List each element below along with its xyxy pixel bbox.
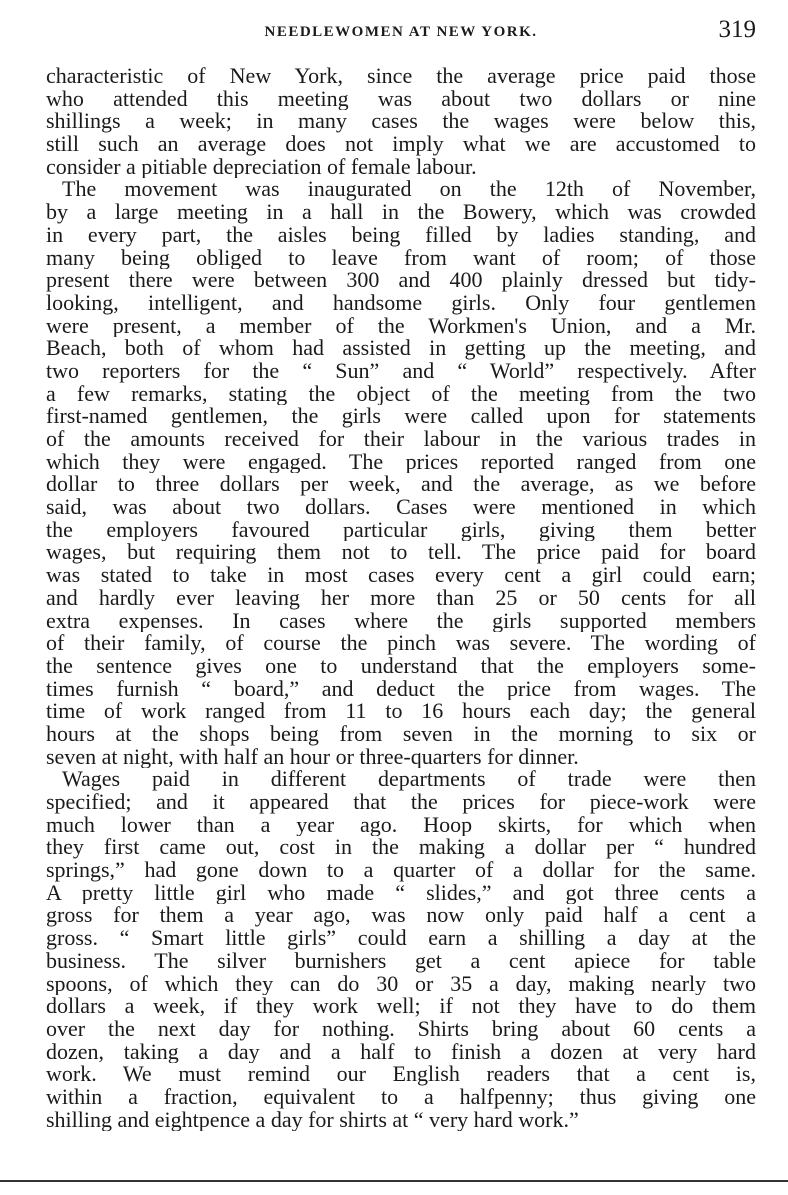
text-line: looking, intelligent, and handsome girls. Only four gentlemen	[46, 291, 756, 315]
text-line: seven at night, with half an hour or three-quarters for dinner.	[46, 745, 579, 769]
text-line: consider a pitiable depreciation of female labour.	[46, 155, 477, 179]
paragraph	[46, 65, 756, 178]
text-line: extra expenses. In cases where the girls supported members	[46, 609, 756, 633]
text-line: A pretty little girl who made “ slides,” and got three cents a	[46, 881, 756, 905]
paragraph	[46, 768, 756, 1131]
text-line: present there were between 300 and 400 plainly dressed but tidy-	[46, 269, 756, 292]
text-line: work. We must remind our English readers that a cent is,	[46, 1063, 756, 1086]
text-line: time of work ranged from 11 to 16 hours each day; the general	[46, 700, 756, 723]
text-line: gross for them a year ago, was now only paid half a cent a	[46, 904, 756, 928]
text-line: much lower than a year ago. Hoop skirts, for which when	[46, 813, 756, 837]
page-header	[46, 16, 756, 46]
bottom-rule	[0, 1180, 788, 1182]
text-line: dozen, taking a day and a half to finish a dozen at very hard	[46, 1040, 756, 1064]
text-line: wages, but requiring them not to tell. The price paid for board	[46, 541, 756, 565]
text-line: dollar to three dollars per week, and the average, as we before	[46, 473, 756, 497]
text-line: and hardly ever leaving her more than 25 or 50 cents for all	[46, 586, 756, 610]
text-line: The movement was inaugurated on the 12th of November,	[62, 178, 756, 202]
text-line: characteristic of New York, since the average price paid those	[46, 65, 756, 88]
text-line: still such an average does not imply what we are accustomed to	[46, 133, 756, 156]
text-line: which they were engaged. The prices reported ranged from one	[46, 450, 756, 474]
text-line: shilling and eightpence a day for shirts at “ very hard work.”	[46, 1108, 579, 1132]
text-line: a few remarks, stating the object of the meeting from the two	[46, 382, 756, 406]
text-line: two reporters for the “ Sun” and “ World” respectively. After	[46, 359, 756, 383]
text-line: in every part, the aisles being filled by ladies standing, and	[46, 223, 756, 247]
text-line: was stated to take in most cases every cent a girl could earn;	[46, 564, 756, 587]
body-text	[46, 65, 756, 1131]
text-line: the employers favoured particular girls, giving them better	[46, 518, 756, 542]
text-line: the sentence gives one to understand that the employers some-	[46, 654, 756, 678]
text-line: were present, a member of the Workmen's Union, and a Mr.	[46, 314, 756, 338]
text-line: first-named gentlemen, the girls were called upon for statements	[46, 405, 756, 428]
text-line: of their family, of course the pinch was severe. The wording of	[46, 632, 756, 655]
text-line: specified; and it appeared that the prices for piece-work were	[46, 791, 756, 814]
text-line: spoons, of which they can do 30 or 35 a day, making nearly two	[46, 972, 756, 996]
text-line: hours at the shops being from seven in the morning to six or	[46, 722, 756, 746]
text-line: who attended this meeting was about two dollars or nine	[46, 87, 756, 111]
text-line: over the next day for nothing. Shirts bring about 60 cents a	[46, 1017, 756, 1041]
text-line: Beach, both of whom had assisted in getting up the meeting, and	[46, 337, 756, 360]
text-line: gross. “ Smart little girls” could earn a shilling a day at the	[46, 927, 756, 950]
page-number: 319	[718, 16, 756, 43]
running-head: NEEDLEWOMEN AT NEW YORK.	[264, 24, 538, 40]
text-line: shillings a week; in many cases the wages were below this,	[46, 110, 756, 134]
text-line: times furnish “ board,” and deduct the price from wages. The	[46, 677, 756, 701]
paragraph	[46, 178, 756, 768]
text-line: they first came out, cost in the making a dollar per “ hundred	[46, 836, 756, 860]
text-line: said, was about two dollars. Cases were mentioned in which	[46, 496, 756, 519]
text-line: springs,” had gone down to a quarter of a dollar for the same.	[46, 859, 756, 882]
text-line: within a fraction, equivalent to a halfpenny; thus giving one	[46, 1085, 756, 1109]
text-line: Wages paid in different departments of trade were then	[62, 768, 756, 791]
text-line: of the amounts received for their labour in the various trades in	[46, 428, 756, 451]
text-line: many being obliged to leave from want of room; of those	[46, 246, 756, 270]
text-line: business. The silver burnishers get a cent apiece for table	[46, 949, 756, 973]
text-line: by a large meeting in a hall in the Bowery, which was crowded	[46, 201, 756, 224]
text-line: dollars a week, if they work well; if not they have to do them	[46, 995, 756, 1018]
